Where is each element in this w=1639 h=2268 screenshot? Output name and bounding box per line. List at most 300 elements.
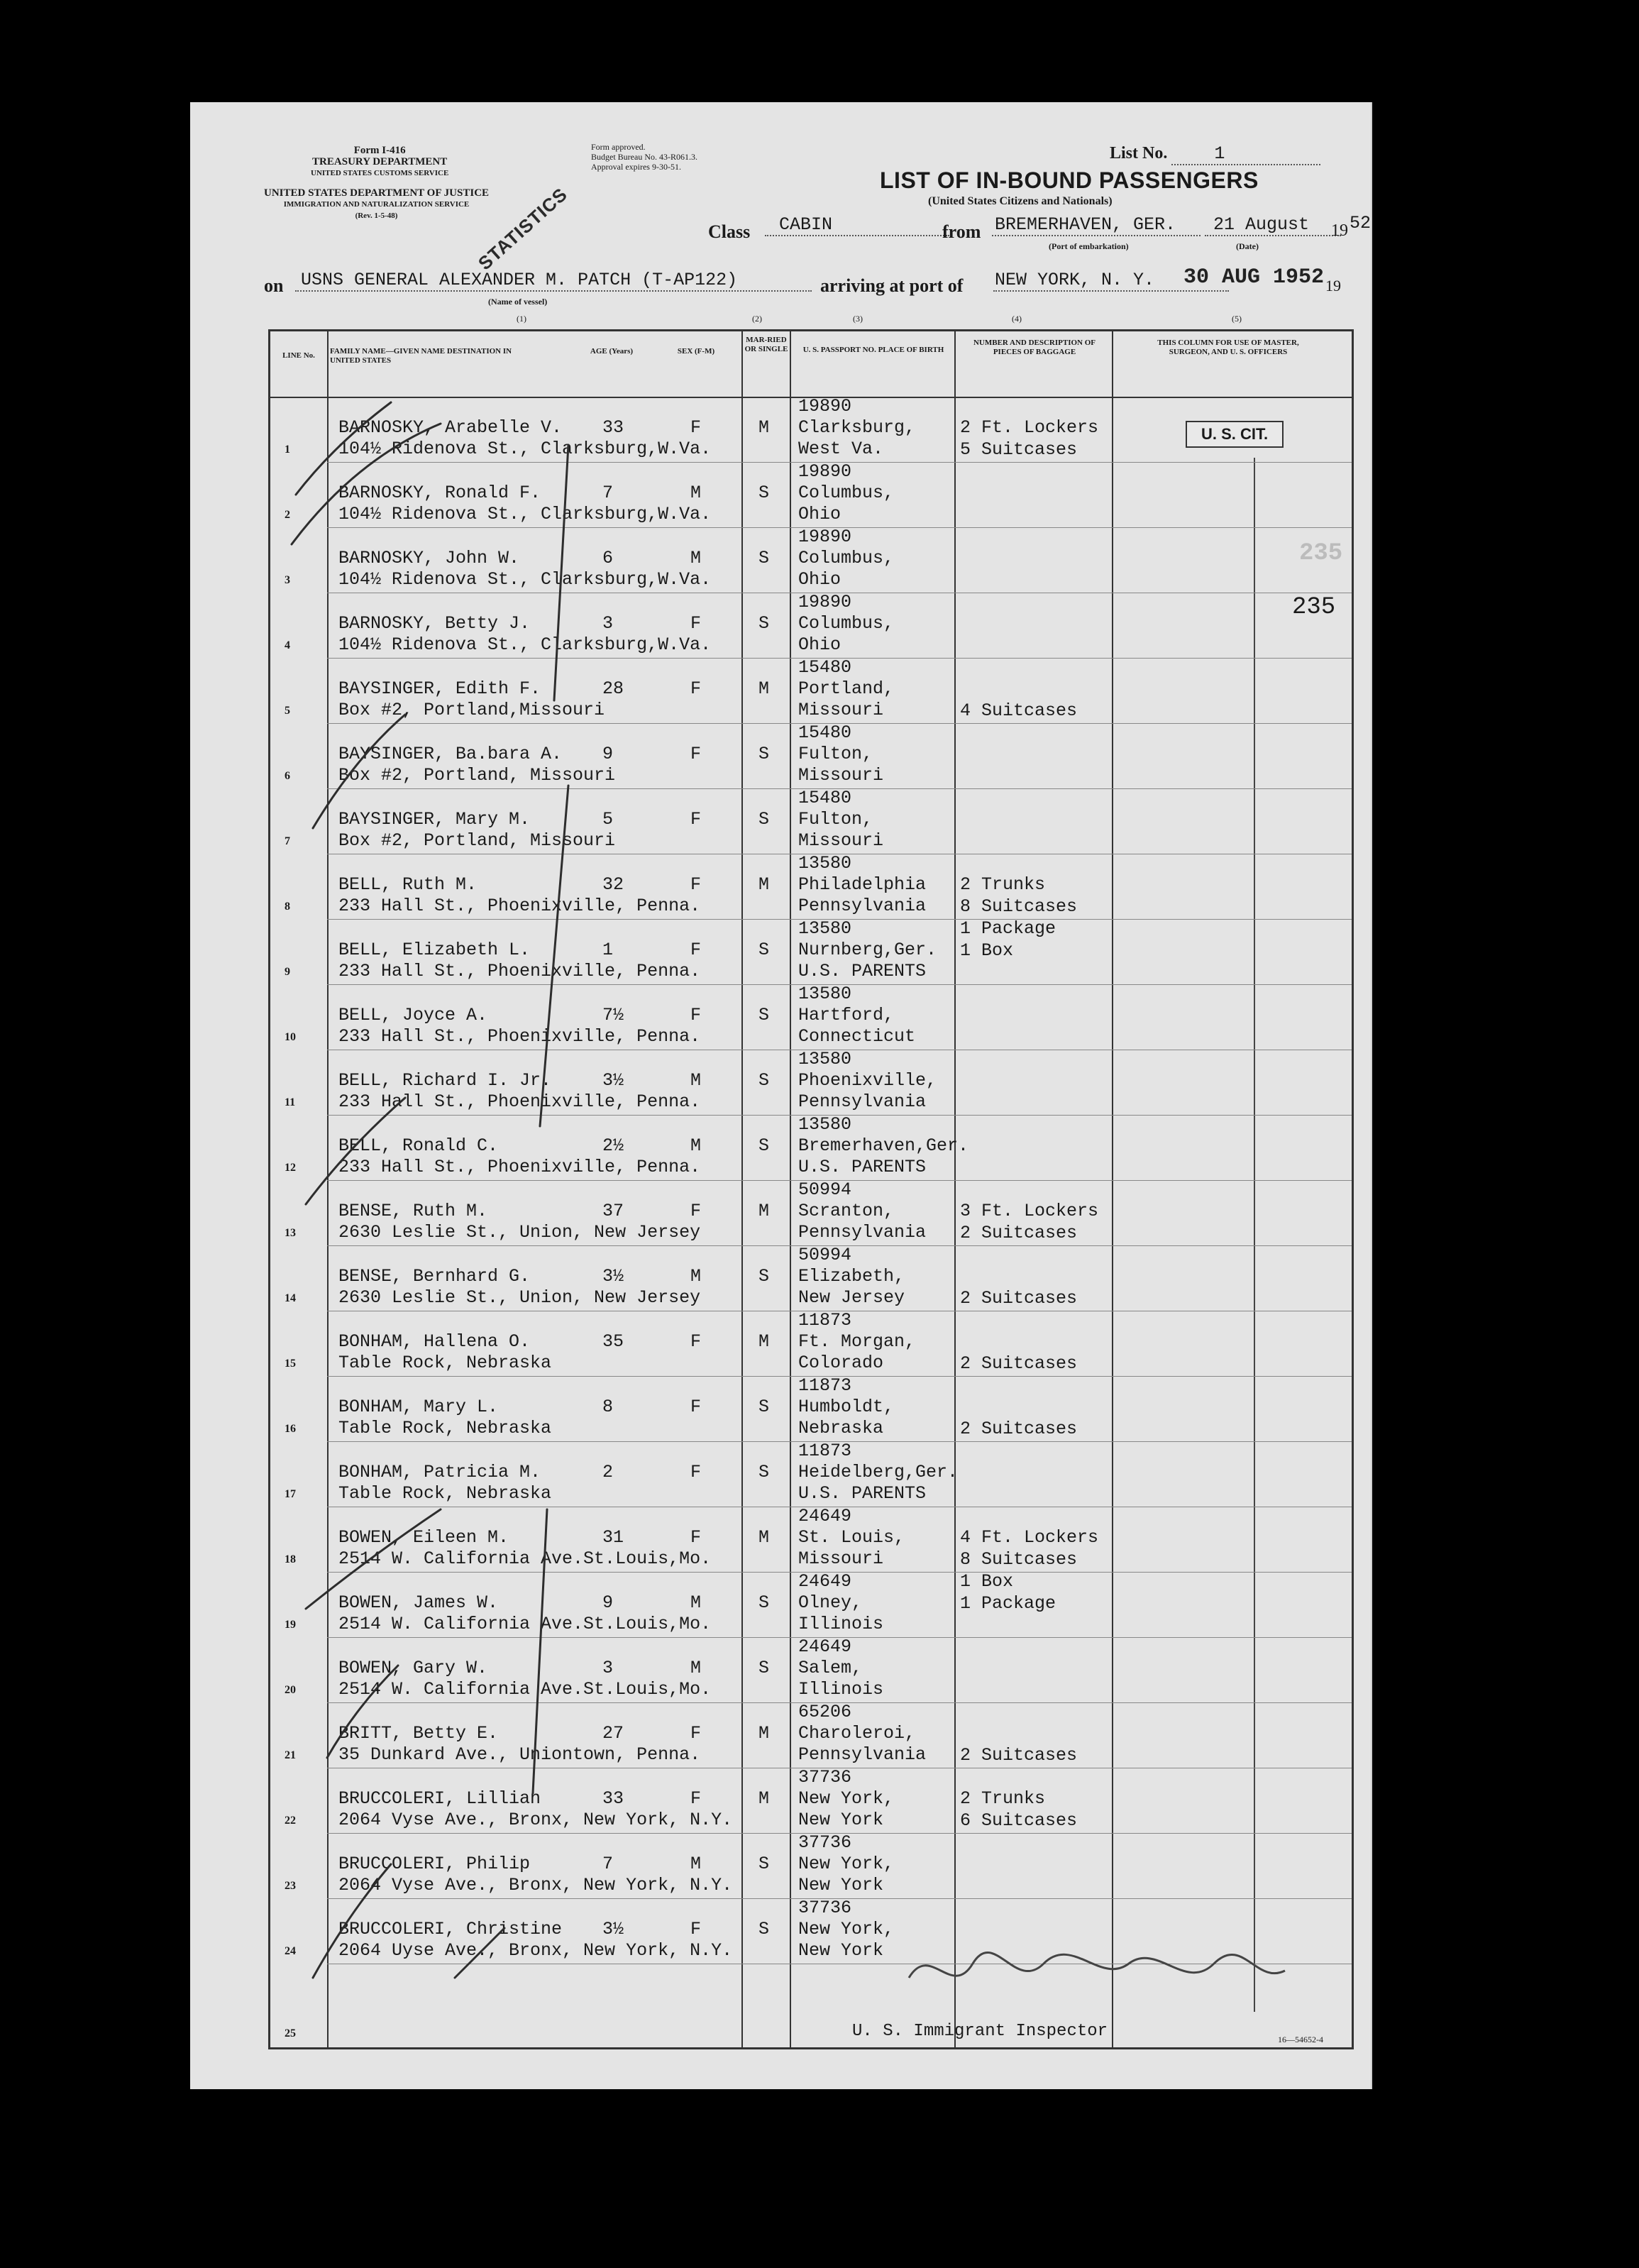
passenger-name: BAYSINGER, Edith F. — [338, 678, 541, 699]
line-number: 8 — [285, 901, 290, 913]
line-number: 17 — [285, 1488, 296, 1500]
destination-address: 2630 Leslie St., Union, New Jersey — [338, 1222, 701, 1243]
line-number: 11 — [285, 1096, 296, 1108]
header-sex: SEX (F-M) — [677, 347, 715, 356]
age: 7 — [602, 483, 614, 503]
marital-status: S — [758, 1266, 770, 1287]
baggage-item: 2 Suitcases — [960, 1745, 1078, 1766]
birth-place: Illinois — [798, 1679, 884, 1700]
table-row — [270, 1376, 1352, 1441]
line-number: 24 — [285, 1945, 296, 1957]
port-embarkation-caption: (Port of embarkation) — [1049, 241, 1129, 251]
marital-status: M — [758, 874, 770, 895]
destination-address: 2064 Uyse Ave., Bronx, New York, N.Y. — [338, 1940, 733, 1961]
birth-place: Fulton, — [798, 809, 873, 830]
destination-address: Table Rock, Nebraska — [338, 1353, 552, 1373]
passport-number: 11873 — [798, 1310, 852, 1331]
header-name: FAMILY NAME—GIVEN NAME DESTINATION IN UNITED STATES — [330, 347, 512, 365]
marital-status: S — [758, 1462, 770, 1482]
print-code: 16—54652-4 — [1278, 2035, 1323, 2044]
passport-number: 24649 — [798, 1506, 852, 1526]
table-row — [270, 1441, 1352, 1507]
baggage-item: 2 Suitcases — [960, 1419, 1078, 1439]
destination-address: Box #2, Portland, Missouri — [338, 830, 616, 851]
line-number: 15 — [285, 1358, 296, 1370]
arrival-date-stamp: 30 AUG 1952 — [1183, 265, 1325, 290]
birth-place: Elizabeth, — [798, 1266, 905, 1287]
passenger-name: BARNOSKY, Betty J. — [338, 613, 531, 634]
birth-place: Missouri — [798, 700, 884, 720]
marital-status: S — [758, 1592, 770, 1613]
marital-status: S — [758, 809, 770, 830]
table-row — [270, 984, 1352, 1050]
sex: F — [690, 1397, 702, 1417]
age: 28 — [602, 678, 624, 699]
header-age: AGE (Years) — [590, 347, 634, 356]
passport-number: 37736 — [798, 1898, 852, 1918]
passenger-name: BARNOSKY, John W. — [338, 548, 520, 568]
birth-place: Heidelberg,Ger. — [798, 1462, 959, 1482]
age: 9 — [602, 744, 614, 764]
destination-address: 2630 Leslie St., Union, New Jersey — [338, 1287, 701, 1308]
passport-number: 19890 — [798, 592, 852, 612]
destination-address: 104½ Ridenova St., Clarksburg,W.Va. — [338, 439, 712, 459]
destination-address: 2514 W. California Ave.St.Louis,Mo. — [338, 1548, 712, 1569]
treasury-label: TREASURY DEPARTMENT — [312, 156, 448, 167]
birth-place: U.S. PARENTS — [798, 961, 927, 981]
birth-place: New York, — [798, 1919, 895, 1939]
passenger-name: BELL, Ruth M. — [338, 874, 478, 895]
table-row — [270, 1115, 1352, 1180]
sex: F — [690, 744, 702, 764]
baggage-item: 1 Box — [960, 1571, 1014, 1592]
passenger-name: BONHAM, Hallena O. — [338, 1331, 531, 1352]
line-number: 23 — [285, 1880, 296, 1892]
line-number: 3 — [285, 574, 290, 586]
passport-number: 37736 — [798, 1832, 852, 1853]
baggage-item: 2 Ft. Lockers — [960, 417, 1099, 438]
baggage-item: 1 Package — [960, 918, 1056, 939]
age: 3½ — [602, 1070, 624, 1091]
birth-place: Missouri — [798, 765, 884, 786]
age: 5 — [602, 809, 614, 830]
line-number: 6 — [285, 770, 290, 782]
baggage-item: 1 Box — [960, 940, 1014, 961]
table-row — [270, 1768, 1352, 1833]
approval-line: Form approved. — [591, 142, 646, 152]
marital-status: M — [758, 417, 770, 438]
birth-place: Humboldt, — [798, 1397, 895, 1417]
passport-number: 11873 — [798, 1441, 852, 1461]
marital-status: S — [758, 613, 770, 634]
passenger-name: BRUCCOLERI, Christine — [338, 1919, 563, 1939]
table-row — [270, 1245, 1352, 1311]
destination-address: 233 Hall St., Phoenixville, Penna. — [338, 1091, 701, 1112]
column-number: (4) — [1012, 314, 1022, 324]
sex: M — [690, 1854, 702, 1874]
passenger-name: BELL, Ronald C. — [338, 1135, 499, 1156]
passenger-name: BOWEN, Eileen M. — [338, 1527, 509, 1548]
age: 9 — [602, 1592, 614, 1613]
line-number: 14 — [285, 1292, 296, 1304]
passenger-name: BOWEN, James W. — [338, 1592, 499, 1613]
sex: M — [690, 483, 702, 503]
baggage-item: 5 Suitcases — [960, 439, 1078, 460]
list-number-value: 1 — [1171, 143, 1320, 165]
age: 2 — [602, 1462, 614, 1482]
vessel-name: USNS GENERAL ALEXANDER M. PATCH (T-AP122) — [295, 270, 812, 292]
line-number: 25 — [285, 2027, 296, 2039]
birth-place: Ohio — [798, 569, 841, 590]
passenger-name: BRUCCOLERI, Lillian — [338, 1788, 541, 1809]
birth-place: Missouri — [798, 1548, 884, 1569]
passport-number: 13580 — [798, 1049, 852, 1069]
destination-address: 104½ Ridenova St., Clarksburg,W.Va. — [338, 634, 712, 655]
birth-place: Nebraska — [798, 1418, 884, 1438]
sex: F — [690, 1527, 702, 1548]
column-number: (5) — [1232, 314, 1242, 324]
passenger-name: BAYSINGER, Mary M. — [338, 809, 531, 830]
line-number: 20 — [285, 1684, 296, 1696]
passport-number: 24649 — [798, 1636, 852, 1657]
birth-place: Philadelphia — [798, 874, 927, 895]
table-row — [270, 1572, 1352, 1637]
sex: F — [690, 1005, 702, 1025]
list-number-label: List No. — [1110, 144, 1168, 163]
passenger-name: BAYSINGER, Ba.bara A. — [338, 744, 563, 764]
header-baggage: NUMBER AND DESCRIPTION OF PIECES OF BAGGAGE — [973, 338, 1096, 356]
passport-number: 50994 — [798, 1245, 852, 1265]
ins-label: IMMIGRATION AND NATURALIZATION SERVICE — [283, 200, 470, 209]
birth-place: Hartford, — [798, 1005, 895, 1025]
baggage-item: 2 Trunks — [960, 1788, 1046, 1809]
passport-number: 19890 — [798, 461, 852, 482]
passenger-table — [268, 329, 1354, 2049]
passport-number: 24649 — [798, 1571, 852, 1592]
birth-place: Olney, — [798, 1592, 863, 1613]
passport-number: 13580 — [798, 918, 852, 939]
age: 37 — [602, 1201, 624, 1221]
vessel-caption: (Name of vessel) — [488, 297, 548, 307]
passenger-name: BRITT, Betty E. — [338, 1723, 499, 1744]
column-number: (2) — [752, 314, 762, 324]
passenger-name: BARNOSKY, Ronald F. — [338, 483, 541, 503]
passport-number: 65206 — [798, 1702, 852, 1722]
birth-place: Portland, — [798, 678, 895, 699]
sex: M — [690, 1592, 702, 1613]
destination-address: 2514 W. California Ave.St.Louis,Mo. — [338, 1614, 712, 1634]
table-row — [270, 1833, 1352, 1898]
passport-number: 19890 — [798, 396, 852, 417]
marital-status: M — [758, 1723, 770, 1744]
table-row — [270, 1702, 1352, 1768]
form-block — [311, 145, 448, 179]
arriving-label: arriving at port of — [820, 275, 964, 296]
baggage-item: 8 Suitcases — [960, 896, 1078, 917]
approval-line: Approval expires 9-30-51. — [591, 162, 681, 172]
passenger-name: BENSE, Ruth M. — [338, 1201, 488, 1221]
sex: M — [690, 548, 702, 568]
destination-address: Box #2, Portland, Missouri — [338, 765, 616, 786]
class-value: CABIN — [765, 214, 949, 236]
line-number: 21 — [285, 1749, 296, 1761]
header-line-no: LINE No. — [282, 351, 315, 360]
age: 7 — [602, 1854, 614, 1874]
line-number: 7 — [285, 835, 290, 847]
passport-number: 15480 — [798, 788, 852, 808]
page-title: LIST OF IN-BOUND PASSENGERS — [880, 167, 1259, 193]
sex: M — [690, 1135, 702, 1156]
birth-place: West Va. — [798, 439, 884, 459]
birth-place: U.S. PARENTS — [798, 1483, 927, 1504]
age: 8 — [602, 1397, 614, 1417]
table-row — [270, 1637, 1352, 1702]
destination-address: 233 Hall St., Phoenixville, Penna. — [338, 961, 701, 981]
age: 2½ — [602, 1135, 624, 1156]
destination-address: 2064 Vyse Ave., Bronx, New York, N.Y. — [338, 1810, 733, 1830]
table-row — [270, 527, 1352, 593]
destination-address: Table Rock, Nebraska — [338, 1483, 552, 1504]
sex: F — [690, 613, 702, 634]
passport-number: 13580 — [798, 853, 852, 874]
passport-number: 13580 — [798, 1114, 852, 1135]
baggage-item: 2 Trunks — [960, 874, 1046, 895]
birth-place: New York — [798, 1810, 884, 1830]
birth-place: Pennsylvania — [798, 1744, 927, 1765]
marital-status: S — [758, 744, 770, 764]
statistics-stamp: STATISTICS — [474, 183, 572, 275]
marital-status: S — [758, 1005, 770, 1025]
age: 31 — [602, 1527, 624, 1548]
marital-status: S — [758, 1135, 770, 1156]
marital-status: M — [758, 1201, 770, 1221]
age: 3½ — [602, 1919, 624, 1939]
birth-place: Colorado — [798, 1353, 884, 1373]
age: 3½ — [602, 1266, 624, 1287]
passport-number: 15480 — [798, 722, 852, 743]
birth-place: Phoenixville, — [798, 1070, 937, 1091]
arrival-year-suffix: 19 — [1325, 277, 1341, 294]
age: 6 — [602, 548, 614, 568]
baggage-item: 2 Suitcases — [960, 1353, 1078, 1374]
marital-status: S — [758, 483, 770, 503]
faint-number: 235 — [1299, 540, 1343, 567]
us-cit-stamp: U. S. CIT. — [1186, 421, 1284, 448]
birth-place: Nurnberg,Ger. — [798, 940, 937, 960]
table-row — [270, 919, 1352, 984]
birth-place: Connecticut — [798, 1026, 916, 1047]
passport-number: 11873 — [798, 1375, 852, 1396]
age: 3 — [602, 613, 614, 634]
birth-place: Pennsylvania — [798, 1091, 927, 1112]
birth-place: U.S. PARENTS — [798, 1157, 927, 1177]
sex: F — [690, 1788, 702, 1809]
baggage-item: 2 Suitcases — [960, 1288, 1078, 1309]
sex: F — [690, 417, 702, 438]
destination-address: Table Rock, Nebraska — [338, 1418, 552, 1438]
passenger-name: BARNOSKY, Arabelle V. — [338, 417, 563, 438]
marital-status: S — [758, 1397, 770, 1417]
revision-label: (Rev. 1-5-48) — [355, 211, 398, 220]
sex: F — [690, 809, 702, 830]
baggage-item: 4 Suitcases — [960, 700, 1078, 721]
baggage-item: 6 Suitcases — [960, 1810, 1078, 1831]
marital-status: M — [758, 1527, 770, 1548]
baggage-item: 3 Ft. Lockers — [960, 1201, 1099, 1221]
line-number: 9 — [285, 966, 290, 978]
line-number: 12 — [285, 1162, 296, 1174]
age: 33 — [602, 1788, 624, 1809]
line-number: 22 — [285, 1815, 296, 1827]
inspector-signature — [873, 1935, 1299, 2020]
date-caption: (Date) — [1236, 241, 1259, 251]
birth-place: Pennsylvania — [798, 1222, 927, 1243]
passport-number: 50994 — [798, 1179, 852, 1200]
birth-place: Scranton, — [798, 1201, 895, 1221]
table-row — [270, 593, 1352, 658]
year-value: 52 — [1350, 213, 1372, 233]
age: 32 — [602, 874, 624, 895]
baggage-item: 1 Package — [960, 1593, 1056, 1614]
birth-place: Columbus, — [798, 483, 895, 503]
line-number: 4 — [285, 639, 290, 651]
sex: F — [690, 874, 702, 895]
birth-place: New York, — [798, 1854, 895, 1874]
header-passport: U. S. PASSPORT NO. PLACE OF BIRTH — [802, 346, 944, 354]
age: 3 — [602, 1658, 614, 1678]
birth-place: Fulton, — [798, 744, 873, 764]
line-number: 16 — [285, 1423, 296, 1435]
birth-place: Ft. Morgan, — [798, 1331, 916, 1352]
table-row — [270, 462, 1352, 527]
age: 27 — [602, 1723, 624, 1744]
line-number: 18 — [285, 1553, 296, 1565]
destination-address: 233 Hall St., Phoenixville, Penna. — [338, 896, 701, 916]
passenger-name: BONHAM, Mary L. — [338, 1397, 499, 1417]
port-embarkation-value: BREMERHAVEN, GER. — [992, 214, 1201, 236]
class-label: Class — [708, 221, 751, 242]
birth-place: Illinois — [798, 1614, 884, 1634]
passport-number: 15480 — [798, 657, 852, 678]
line-number: 2 — [285, 509, 290, 521]
baggage-item: 8 Suitcases — [960, 1549, 1078, 1570]
baggage-item: 2 Suitcases — [960, 1223, 1078, 1243]
line-number: 1 — [285, 444, 290, 456]
sex: F — [690, 1919, 702, 1939]
passenger-name: BOWEN, Gary W. — [338, 1658, 488, 1678]
sex: M — [690, 1266, 702, 1287]
destination-address: 104½ Ridenova St., Clarksburg,W.Va. — [338, 569, 712, 590]
doj-label: UNITED STATES DEPARTMENT OF JUSTICE — [264, 187, 490, 199]
header-married: MAR-RIED OR SINGLE — [744, 336, 788, 353]
line-number: 13 — [285, 1227, 296, 1239]
birth-place: Columbus, — [798, 613, 895, 634]
destination-address: 233 Hall St., Phoenixville, Penna. — [338, 1026, 701, 1047]
arrival-port-value: NEW YORK, N. Y. — [993, 270, 1229, 292]
birth-place: New York, — [798, 1788, 895, 1809]
age: 7½ — [602, 1005, 624, 1025]
sex: F — [690, 678, 702, 699]
birth-place: Ohio — [798, 634, 841, 655]
marital-status: M — [758, 1331, 770, 1352]
destination-address: 35 Dunkard Ave., Uniontown, Penna. — [338, 1744, 701, 1765]
destination-address: 233 Hall St., Phoenixville, Penna. — [338, 1157, 701, 1177]
birth-place: Columbus, — [798, 548, 895, 568]
marital-status: M — [758, 678, 770, 699]
header-officers: THIS COLUMN FOR USE OF MASTER, SURGEON, AND U. S. OFFICERS — [1157, 338, 1299, 356]
age: 35 — [602, 1331, 624, 1352]
inspector-label: U. S. Immigrant Inspector — [852, 2022, 1108, 2041]
birth-place: Charoleroi, — [798, 1723, 916, 1744]
approval-line: Budget Bureau No. 43-R061.3. — [591, 152, 697, 162]
birth-place: Bremerhaven,Ger. — [798, 1135, 969, 1156]
marital-status: M — [758, 1788, 770, 1809]
approval-block — [591, 142, 697, 172]
destination-address: Box #2, Portland,Missouri — [338, 700, 605, 720]
manifest-sheet — [190, 102, 1372, 2089]
passenger-name: BONHAM, Patricia M. — [338, 1462, 541, 1482]
passport-number: 13580 — [798, 984, 852, 1004]
sex: M — [690, 1658, 702, 1678]
table-row — [270, 1050, 1352, 1115]
age: 33 — [602, 417, 624, 438]
age: 1 — [602, 940, 614, 960]
sex: F — [690, 940, 702, 960]
birth-place: Missouri — [798, 830, 884, 851]
sex: F — [690, 1201, 702, 1221]
passport-number: 37736 — [798, 1767, 852, 1788]
customs-label: UNITED STATES CUSTOMS SERVICE — [311, 169, 449, 177]
page-subtitle: (United States Citizens and Nationals) — [928, 195, 1113, 207]
marital-status: S — [758, 1919, 770, 1939]
from-label: from — [942, 221, 981, 242]
passenger-name: BELL, Richard I. Jr. — [338, 1070, 552, 1091]
marital-status: S — [758, 940, 770, 960]
passport-number: 19890 — [798, 527, 852, 547]
destination-address: 2064 Vyse Ave., Bronx, New York, N.Y. — [338, 1875, 733, 1895]
birth-place: Clarksburg, — [798, 417, 916, 438]
sex: F — [690, 1331, 702, 1352]
officer-number: 235 — [1292, 594, 1336, 621]
table-row — [270, 788, 1352, 854]
passenger-name: BELL, Elizabeth L. — [338, 940, 531, 960]
sex: M — [690, 1070, 702, 1091]
doj-block — [264, 187, 489, 221]
column-number: (3) — [853, 314, 863, 324]
destination-address: 2514 W. California Ave.St.Louis,Mo. — [338, 1679, 712, 1700]
year-prefix: 19 — [1331, 221, 1348, 240]
line-number: 19 — [285, 1619, 296, 1631]
date-value: 21 August — [1205, 214, 1341, 236]
on-label: on — [264, 275, 284, 296]
list-number-field — [1110, 143, 1320, 165]
table-row — [270, 1180, 1352, 1245]
passenger-name: BENSE, Bernhard G. — [338, 1266, 531, 1287]
birth-place: Ohio — [798, 504, 841, 524]
table-row — [270, 723, 1352, 788]
sex: F — [690, 1462, 702, 1482]
birth-place: St. Louis, — [798, 1527, 905, 1548]
baggage-item: 4 Ft. Lockers — [960, 1527, 1099, 1548]
birth-place: New Jersey — [798, 1287, 905, 1308]
passenger-name: BRUCCOLERI, Philip — [338, 1854, 531, 1874]
marital-status: S — [758, 1658, 770, 1678]
marital-status: S — [758, 1070, 770, 1091]
birth-place: New York — [798, 1940, 884, 1961]
marital-status: S — [758, 548, 770, 568]
birth-place: New York — [798, 1875, 884, 1895]
table-row — [270, 658, 1352, 723]
